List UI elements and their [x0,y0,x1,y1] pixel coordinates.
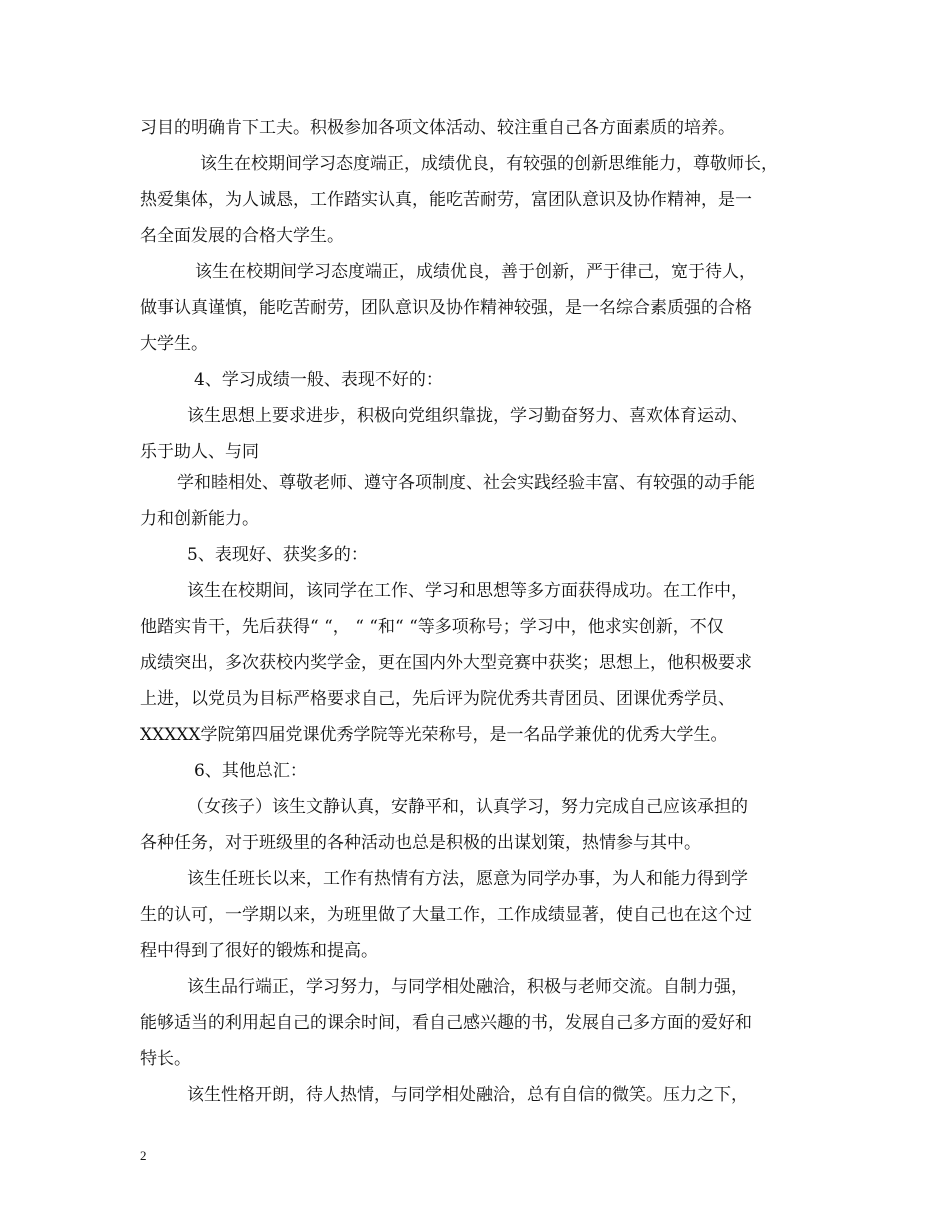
text-line: 该生品行端正，学习努力，与同学相处融洽，积极与老师交流。自制力强， [187,977,748,997]
page-number: 2 [140,1148,147,1163]
section-heading: 6、其他总汇： [194,761,307,781]
text-line: 该生性格开朗，待人热情，与同学相处融洽，总有自信的微笑。压力之下， [187,1085,748,1105]
text-line: 该生任班长以来，工作有热情有方法，愿意为同学办事，为人和能力得到学 [187,869,748,889]
text-line: 力和创新能力。 [140,509,259,529]
text-line: 该生思想上要求进步，积极向党组织靠拢，学习勤奋努力、喜欢体育运动、 [187,406,748,426]
section-heading: 4、学习成绩一般、表现不好的： [194,370,443,390]
text-line: 名全面发展的合格大学生。 [140,226,344,246]
text-line: 能够适当的利用起自己的课余时间，看自己感兴趣的书，发展自己多方面的爱好和 [140,1013,752,1033]
text-line: 该生在校期间学习态度端正，成绩优良，善于创新，严于律己，宽于待人， [195,262,756,282]
text-line: XXXXX学院第四届党课优秀学院等光荣称号，是一名品学兼优的优秀大学生。 [140,725,728,745]
text-line: （女孩子）该生文静认真，安静平和，认真学习，努力完成自己应该承担的 [187,797,748,817]
text-line: 成绩突出，多次获校内奖学金，更在国内外大型竞赛中获奖；思想上，他积极要求 [140,653,752,673]
text-line: 乐于助人、与同 [140,442,259,462]
text-line: 该生在校期间，该同学在工作、学习和思想等多方面获得成功。在工作中， [187,581,748,601]
text-line: 特长。 [140,1049,191,1069]
text-line: 程中得到了很好的锻炼和提高。 [140,941,378,961]
text-line: 做事认真谨慎，能吃苦耐劳，团队意识及协作精神较强，是一名综合素质强的合格 [140,298,752,318]
text-line: 上进，以党员为目标严格要求自己，先后评为院优秀共青团员、团课优秀学员、 [140,689,735,709]
text-line: 各种任务，对于班级里的各种活动也总是积极的出谋划策，热情参与其中。 [140,833,701,853]
text-line: 大学生。 [140,334,208,354]
section-heading: 5、表现好、获奖多的： [187,545,368,565]
text-line: 他踏实肯干，先后获得“ “， “ “和“ “等多项称号；学习中，他求实创新，不仅 [140,617,724,637]
text-line: 该生在校期间学习态度端正，成绩优良，有较强的创新思维能力，尊敬师长， [200,154,778,174]
text-line: 热爱集体，为人诚恳，工作踏实认真，能吃苦耐劳，富团队意识及协作精神，是一 [140,190,752,210]
text-line: 学和睦相处、尊敬老师、遵守各项制度、社会实践经验丰富、有较强的动手能 [177,473,755,493]
text-line: 习目的明确肯下工夫。积极参加各项文体活动、较注重自己各方面素质的培养。 [140,118,735,138]
text-line: 生的认可，一学期以来，为班里做了大量工作，工作成绩显著，使自己也在这个过 [140,905,752,925]
